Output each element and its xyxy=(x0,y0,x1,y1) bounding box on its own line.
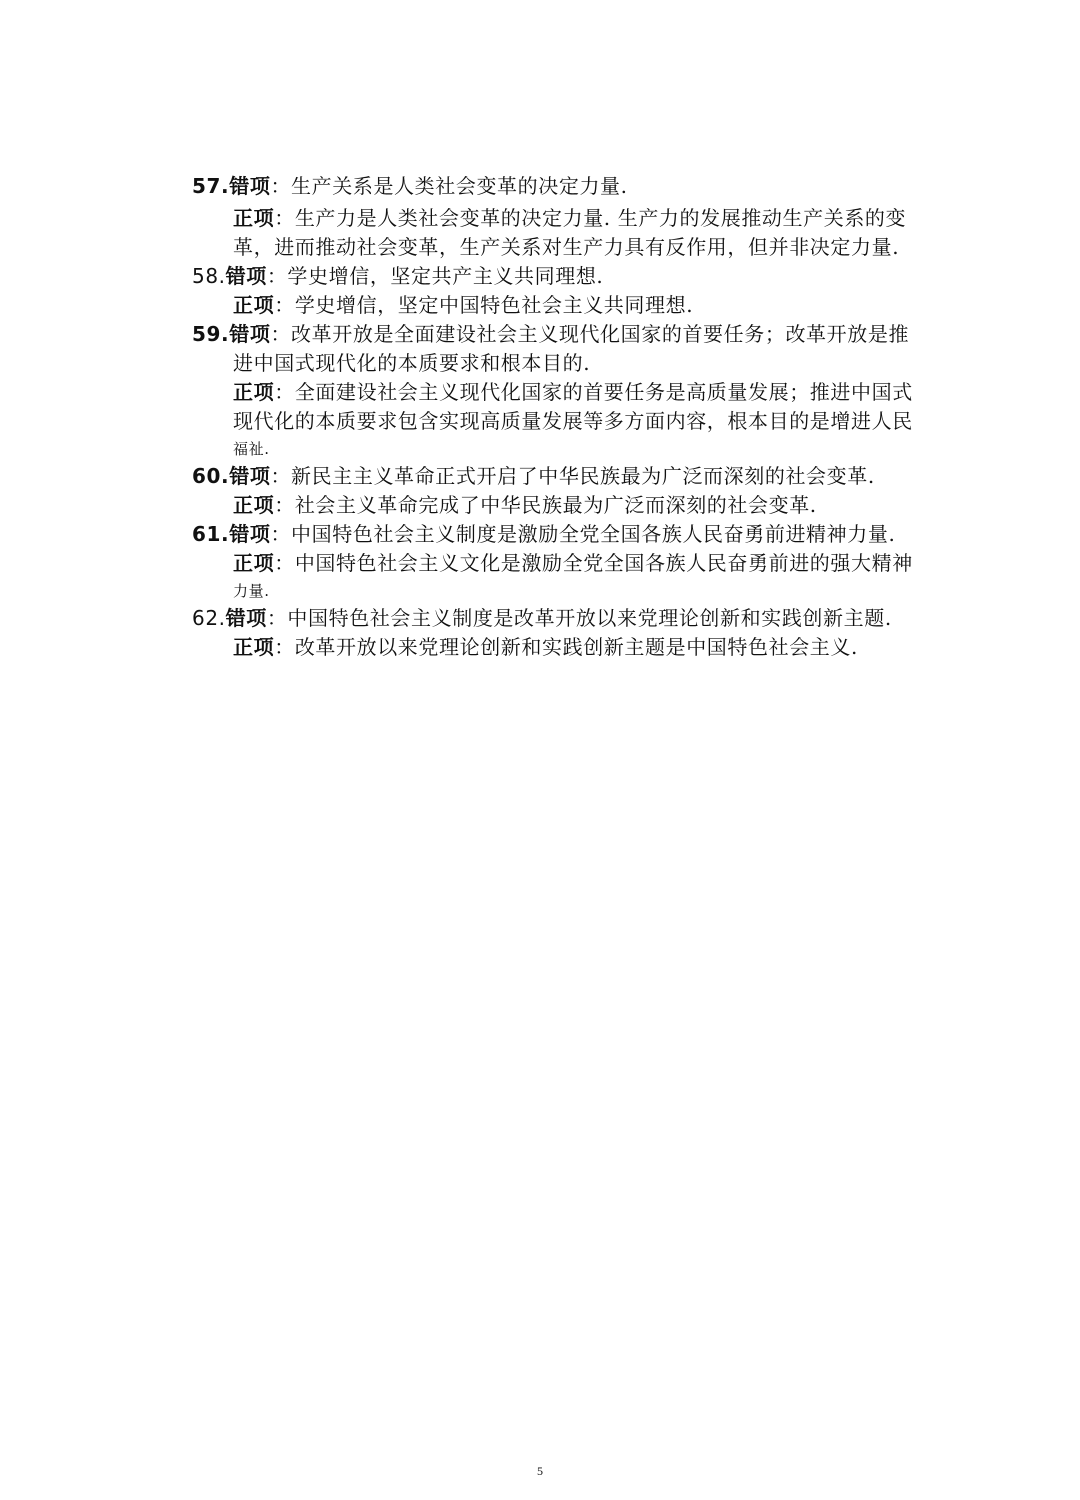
colon: ： xyxy=(274,206,295,230)
right-text: 改革开放以来党理论创新和实践创新主题是中国特色社会主义. xyxy=(294,635,858,659)
right-label: 正项 xyxy=(233,493,275,517)
right-text: 全面建设社会主义现代化国家的首要任务是高质量发展；推进中国式 xyxy=(294,380,913,404)
item-58 xyxy=(192,262,952,320)
wrong-text: 中国特色社会主义制度是改革开放以来党理论创新和实践创新主题. xyxy=(287,606,892,630)
right-text-continued: 福祉. xyxy=(233,440,270,458)
right-text: 学史增信，坚定中国特色社会主义共同理想. xyxy=(294,293,694,317)
colon: ： xyxy=(270,174,292,198)
right-text-continued: 现代化的本质要求包含实现高质量发展等多方面内容，根本目的是增进人民 xyxy=(233,409,913,433)
colon: ： xyxy=(266,264,288,288)
right-label: 正项 xyxy=(233,635,275,659)
wrong-line xyxy=(192,462,952,491)
wrong-label: 错项 xyxy=(229,522,271,546)
right-line xyxy=(192,491,952,520)
item-61 xyxy=(192,520,952,604)
colon: ： xyxy=(270,464,292,488)
right-line xyxy=(192,291,952,320)
colon: ： xyxy=(270,322,292,346)
wrong-line xyxy=(192,604,952,633)
wrong-label: 错项 xyxy=(229,322,271,346)
right-label: 正项 xyxy=(233,380,275,404)
item-number: 58. xyxy=(192,264,226,288)
colon: ： xyxy=(266,606,288,630)
right-label: 正项 xyxy=(233,293,275,317)
right-text: 生产力是人类社会变革的决定力量. 生产力的发展推动生产关系的变 xyxy=(294,206,907,230)
right-text-continued: 力量. xyxy=(233,582,270,600)
item-57 xyxy=(192,172,952,262)
colon: ： xyxy=(274,293,295,317)
item-62 xyxy=(192,604,952,662)
colon: ： xyxy=(270,522,292,546)
wrong-line xyxy=(192,262,952,291)
wrong-text: 新民主主义革命正式开启了中华民族最为广泛而深刻的社会变革. xyxy=(291,464,875,488)
item-number: 60. xyxy=(192,464,230,488)
right-text: 中国特色社会主义文化是激励全党全国各族人民奋勇前进的强大精神 xyxy=(294,551,913,575)
page-number: 5 xyxy=(537,1464,543,1478)
item-number: 61. xyxy=(192,522,230,546)
right-label: 正项 xyxy=(233,551,275,575)
right-text: 社会主义革命完成了中华民族最为广泛而深刻的社会变革. xyxy=(294,493,817,517)
wrong-text: 生产关系是人类社会变革的决定力量. xyxy=(291,174,628,198)
wrong-label: 错项 xyxy=(225,264,267,288)
item-number: 59. xyxy=(192,322,230,346)
wrong-text: 学史增信，坚定共产主义共同理想. xyxy=(287,264,604,288)
right-line xyxy=(192,378,952,407)
wrong-line xyxy=(192,172,952,201)
wrong-label: 错项 xyxy=(229,464,271,488)
wrong-text: 中国特色社会主义制度是激励全党全国各族人民奋勇前进精神力量. xyxy=(291,522,896,546)
colon: ： xyxy=(274,380,295,404)
wrong-line xyxy=(192,320,952,349)
wrong-line xyxy=(192,520,952,549)
wrong-label: 错项 xyxy=(229,174,271,198)
item-number: 57. xyxy=(192,174,230,198)
right-label: 正项 xyxy=(233,206,275,230)
wrong-text: 改革开放是全面建设社会主义现代化国家的首要任务；改革开放是推 xyxy=(291,322,910,346)
item-number: 62. xyxy=(192,606,226,630)
item-59 xyxy=(192,320,952,462)
right-line xyxy=(192,633,952,662)
right-text-continued: 革，进而推动社会变革，生产关系对生产力具有反作用，但并非决定力量. xyxy=(233,235,900,259)
wrong-label: 错项 xyxy=(225,606,267,630)
colon: ： xyxy=(274,551,295,575)
document-body xyxy=(192,172,952,662)
right-line xyxy=(192,204,952,233)
wrong-text-continued: 进中国式现代化的本质要求和根本目的. xyxy=(233,351,591,375)
colon: ： xyxy=(274,635,295,659)
right-line xyxy=(192,549,952,578)
colon: ： xyxy=(274,493,295,517)
item-60 xyxy=(192,462,952,520)
